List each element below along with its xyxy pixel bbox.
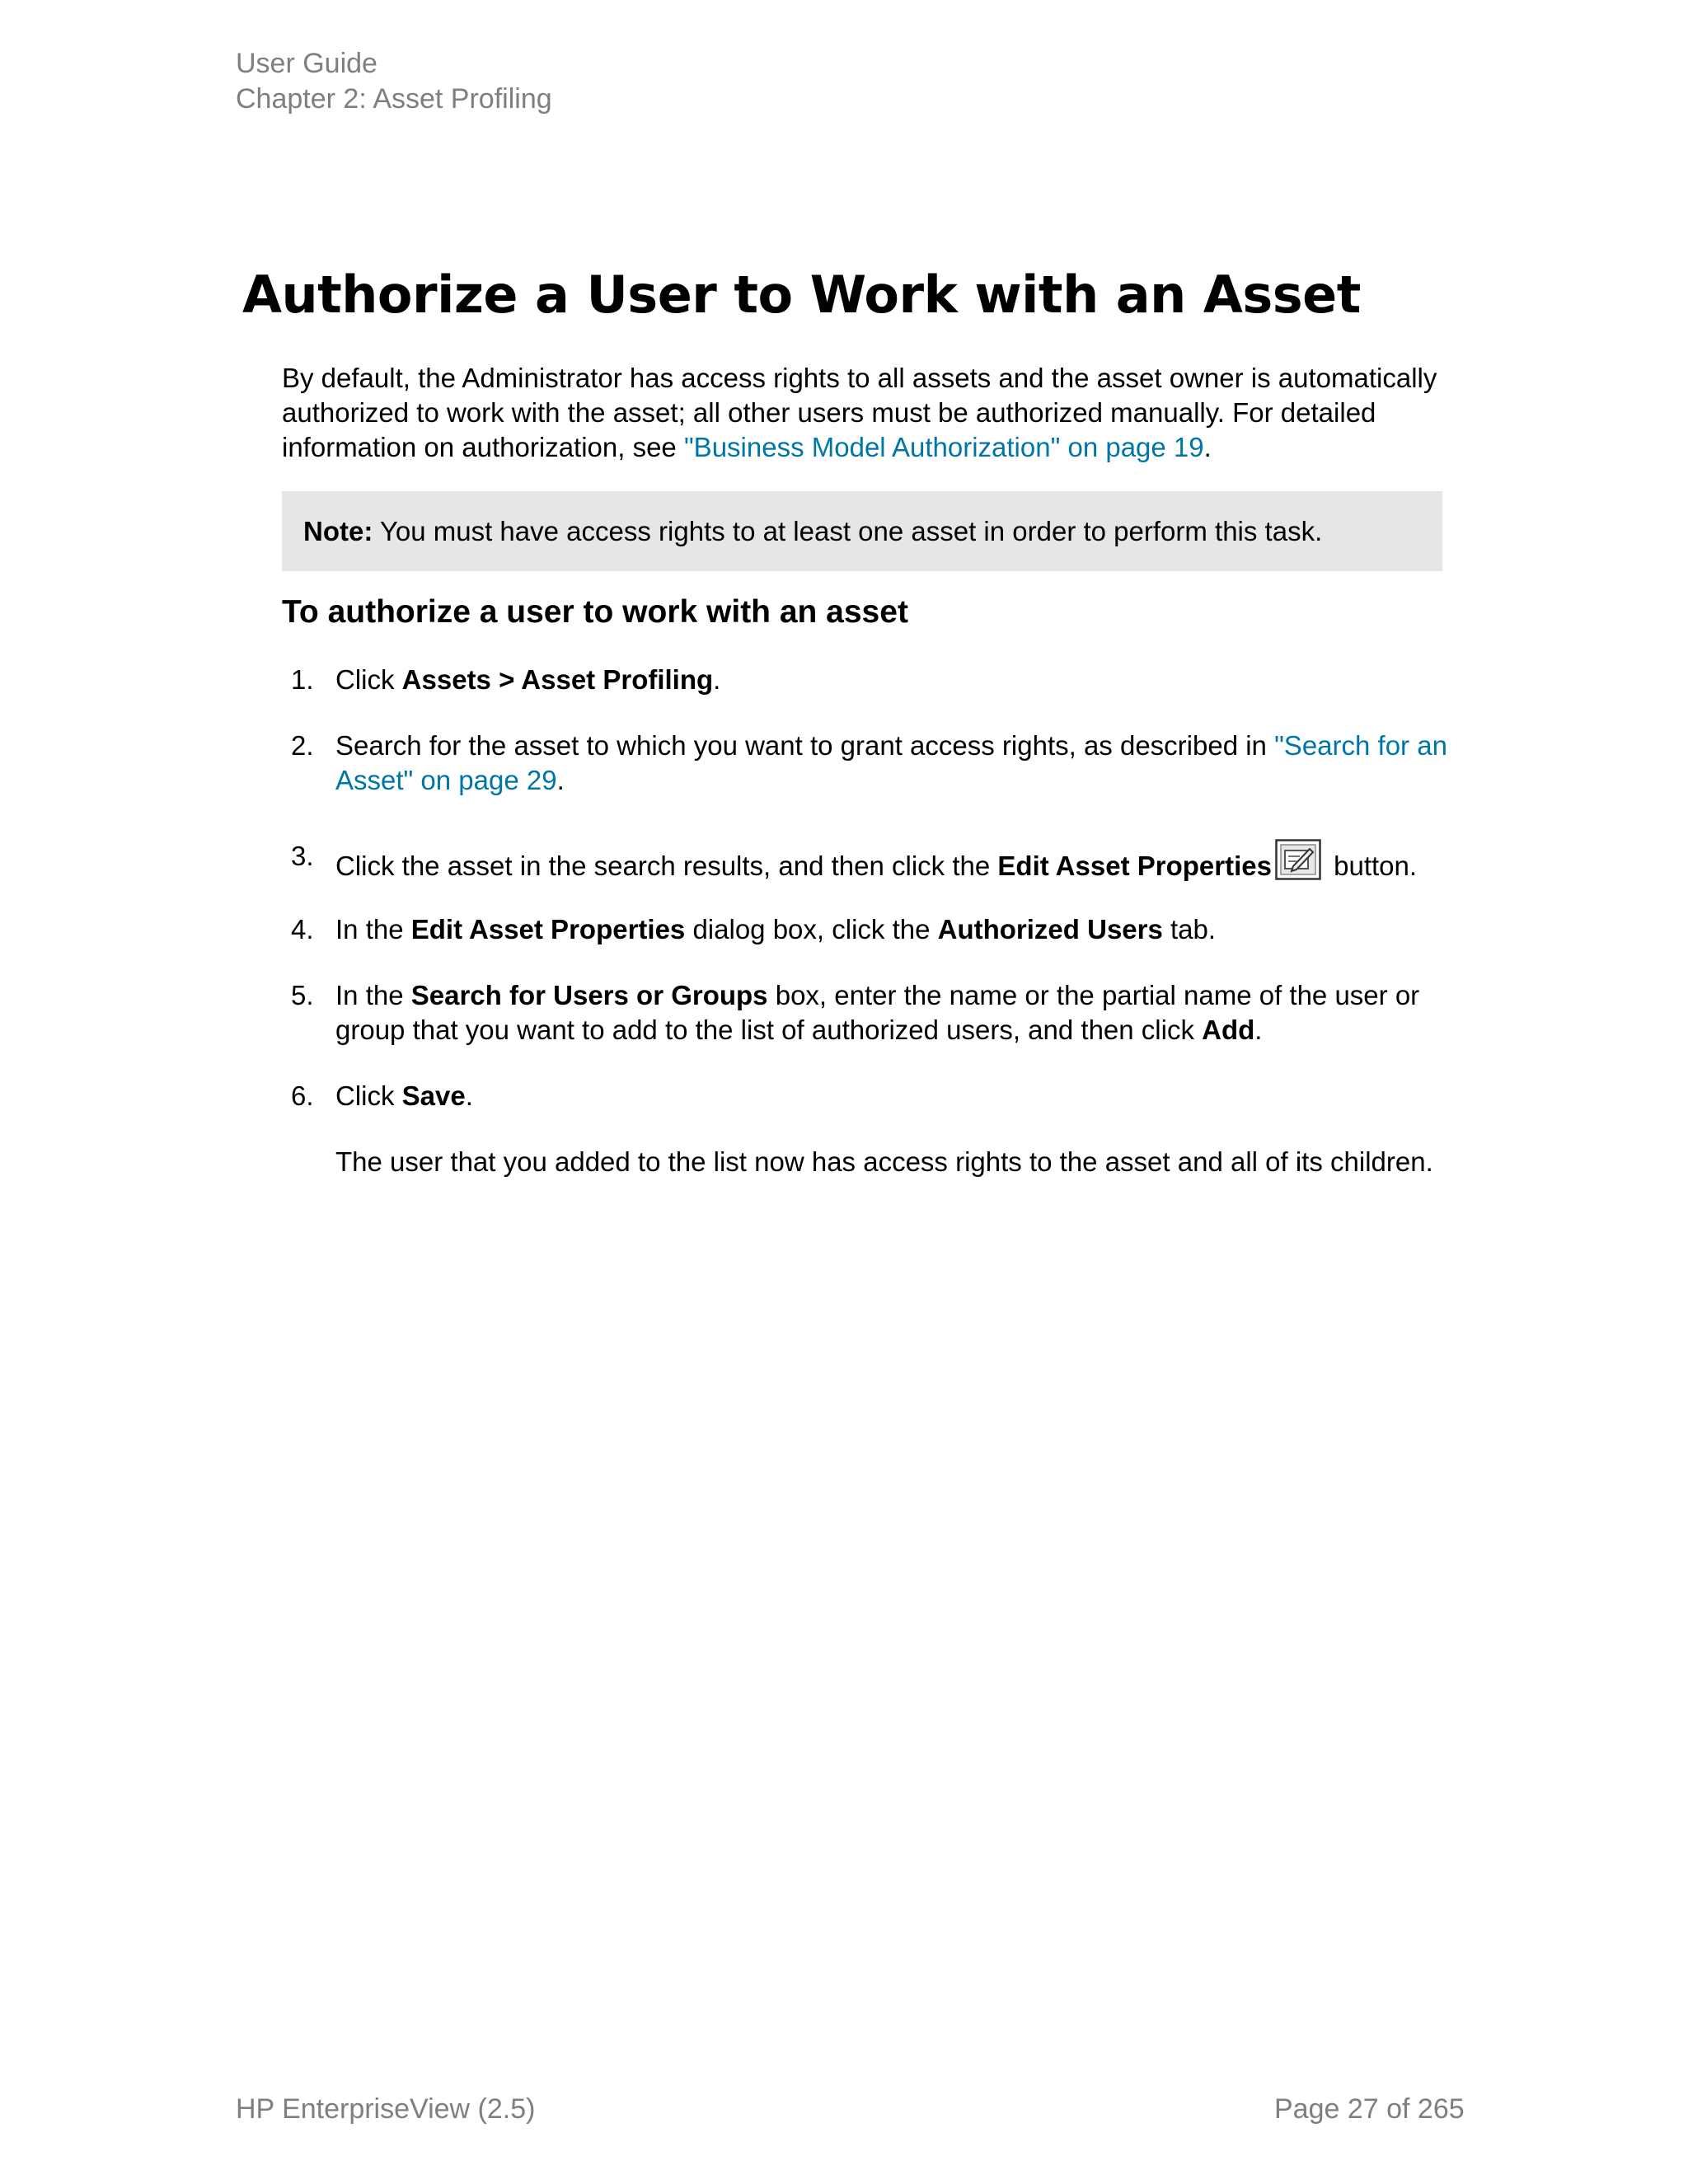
button-name: Save: [401, 1080, 466, 1111]
step-number: 3.: [291, 841, 314, 871]
intro-text: By default, the Administrator has access rights to all assets and the asset owner is automatically authorized to work with the asset; all other users must be authorized manually. For detailed information on authorization, see: [282, 363, 1437, 462]
field-name: Search for Users or Groups: [410, 980, 768, 1010]
step-text: Click: [335, 1080, 402, 1111]
step-text: .: [556, 765, 565, 795]
button-name: Add: [1202, 1015, 1255, 1045]
step-text: In the: [335, 914, 411, 944]
step-text: In the: [335, 980, 411, 1010]
list-item: [282, 978, 1461, 1047]
step-number: 1.: [291, 664, 314, 695]
note-box: [282, 491, 1442, 571]
search-for-an-asset-link[interactable]: "Search for an Asset" on page 29: [335, 730, 1447, 795]
step-number: 4.: [291, 914, 314, 944]
list-item: [282, 1079, 1461, 1113]
list-item: [282, 912, 1461, 947]
button-name: Edit Asset Properties: [997, 851, 1272, 881]
step-text: button.: [1325, 851, 1418, 881]
tab-name: Authorized Users: [937, 914, 1163, 944]
page-title: Authorize a User to Work with an Asset: [242, 265, 1361, 325]
intro-paragraph: [282, 361, 1442, 465]
dialog-name: Edit Asset Properties: [410, 914, 686, 944]
step-text: Click the asset in the search results, and then click the: [335, 851, 998, 881]
list-item: [282, 729, 1461, 798]
note-label: Note:: [303, 516, 373, 546]
footer-product: HP EnterpriseView (2.5): [236, 2093, 536, 2125]
step-text: Search for the asset to which you want to grant access rights, as described in: [335, 730, 1275, 761]
step-text: .: [465, 1080, 473, 1111]
step-number: 6.: [291, 1080, 314, 1111]
step-text: .: [1254, 1015, 1263, 1045]
header-guide-name: User Guide: [236, 48, 377, 79]
step-text: .: [713, 664, 721, 695]
intro-text-end: .: [1203, 432, 1212, 462]
edit-properties-icon: [1275, 839, 1321, 880]
list-item: [282, 839, 1461, 883]
step-text: dialog box, click the: [685, 914, 938, 944]
header-chapter-name: Chapter 2: Asset Profiling: [236, 83, 552, 115]
footer-page-number: Page 27 of 265: [1274, 2093, 1465, 2125]
menu-path: Assets > Asset Profiling: [401, 664, 714, 695]
note-text: You must have access rights to at least one asset in order to perform this task.: [373, 516, 1323, 546]
step-number: 2.: [291, 730, 314, 761]
step-text: tab.: [1162, 914, 1217, 944]
step-text: box, enter the name or the partial name of the user or group that you want to add to the list of authorized users, and then click: [335, 980, 1420, 1045]
business-model-authorization-link[interactable]: "Business Model Authorization" on page 19: [683, 432, 1204, 462]
step-text: Click: [335, 664, 402, 695]
procedure-title: To authorize a user to work with an asset: [282, 594, 908, 630]
step-number: 5.: [291, 980, 314, 1010]
running-header: [236, 46, 552, 117]
procedure-steps: [282, 663, 1461, 1179]
list-item: [282, 663, 1461, 697]
result-text: The user that you added to the list now has access rights to the asset and all of its children.: [335, 1146, 1433, 1177]
